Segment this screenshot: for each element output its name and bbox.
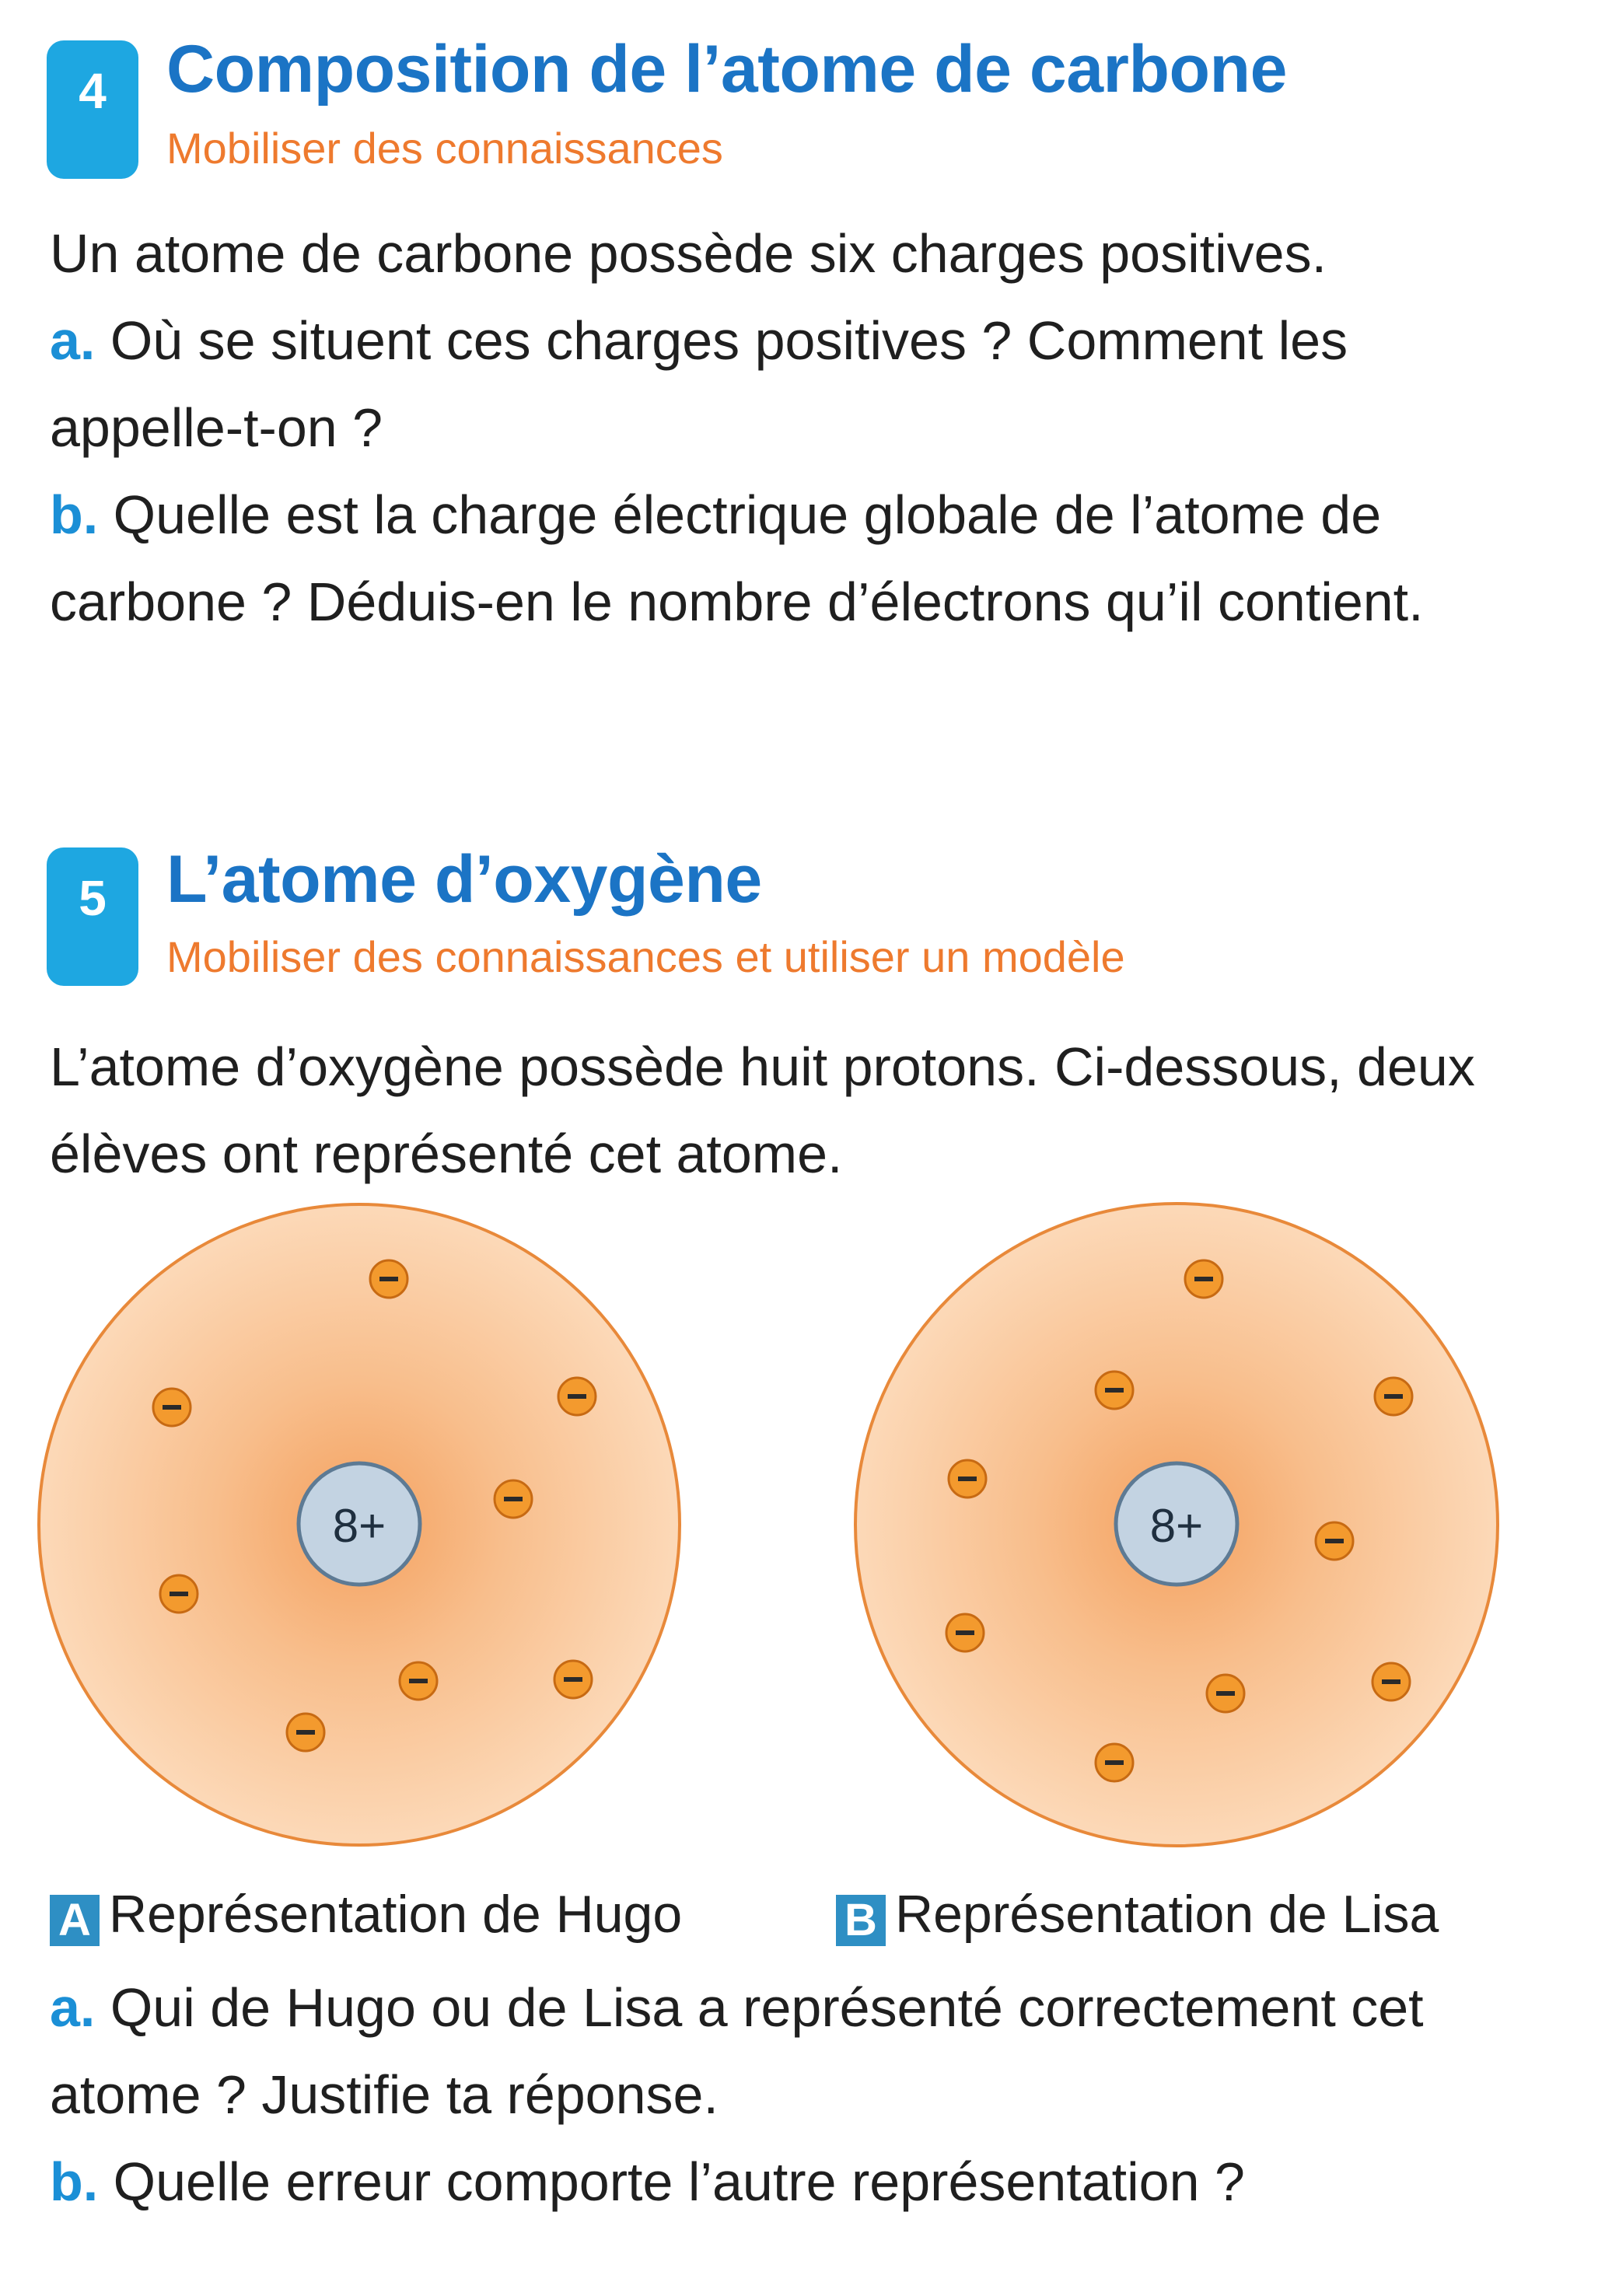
caption-text: Représentation de Lisa [895, 1885, 1439, 1944]
question-text: Qui de Hugo ou de Lisa a représenté correctement cet atome ? Justifie ta réponse. [50, 1977, 1424, 2125]
electron [153, 1389, 191, 1426]
electron [1207, 1675, 1244, 1712]
question-letter: b. [50, 2151, 99, 2212]
exercise-intro [50, 210, 1512, 297]
exercise-number-badge: 4 [47, 40, 138, 179]
intro-text: Un atome de carbone possède six charges positives. [50, 223, 1327, 284]
question-letter: a. [50, 310, 96, 371]
question-text: Quelle est la charge électrique globale de l’atome de carbone ? Déduis-en le nombre d’électrons qu’il contient. [50, 484, 1424, 632]
question-text: Quelle erreur comporte l’autre représentation ? [113, 2151, 1245, 2212]
intro-text: L’atome d’oxygène possède huit protons. Ci-dessous, deux élèves ont représenté cet atome. [50, 1036, 1475, 1184]
electron [1372, 1663, 1410, 1700]
nucleus-label: 8+ [332, 1500, 386, 1552]
electron [287, 1714, 324, 1751]
caption-badge: B [836, 1895, 886, 1946]
electron [370, 1260, 407, 1298]
question-b [50, 471, 1512, 645]
exercise-title: L’atome d’oxygène [166, 842, 762, 917]
electron [946, 1614, 984, 1651]
electron [160, 1575, 198, 1613]
electron [495, 1480, 532, 1518]
exercise-title: Composition de l’atome de carbone [166, 32, 1287, 107]
electron [1375, 1378, 1412, 1415]
atom-diagram-a [39, 1204, 680, 1845]
electron [558, 1378, 596, 1415]
exercise-intro [50, 1023, 1512, 1197]
question-letter: a. [50, 1977, 96, 2038]
electron [1096, 1744, 1133, 1781]
nucleus-label: 8+ [1149, 1500, 1204, 1552]
diagram-caption-a [50, 1883, 682, 1946]
question-b [50, 2138, 1512, 2225]
caption-text: Représentation de Hugo [109, 1885, 683, 1944]
question-a [50, 297, 1512, 471]
electron [554, 1661, 592, 1698]
question-a [50, 1964, 1512, 2138]
diagram-caption-b [836, 1883, 1439, 1946]
electron [1185, 1260, 1222, 1298]
electron [400, 1662, 437, 1700]
atom-diagram-b [855, 1204, 1498, 1846]
electron [1096, 1372, 1133, 1409]
exercise-skill: Mobiliser des connaissances et utiliser un modèle [166, 932, 1125, 981]
question-text: Où se situent ces charges positives ? Comment les appelle-t-on ? [50, 310, 1348, 458]
electron [1316, 1522, 1353, 1560]
exercise-number-badge: 5 [47, 847, 138, 986]
electron [949, 1460, 986, 1497]
question-letter: b. [50, 484, 99, 545]
exercise-skill: Mobiliser des connaissances [166, 124, 723, 173]
atom-diagrams [0, 1190, 1605, 1858]
caption-badge: A [50, 1895, 100, 1946]
